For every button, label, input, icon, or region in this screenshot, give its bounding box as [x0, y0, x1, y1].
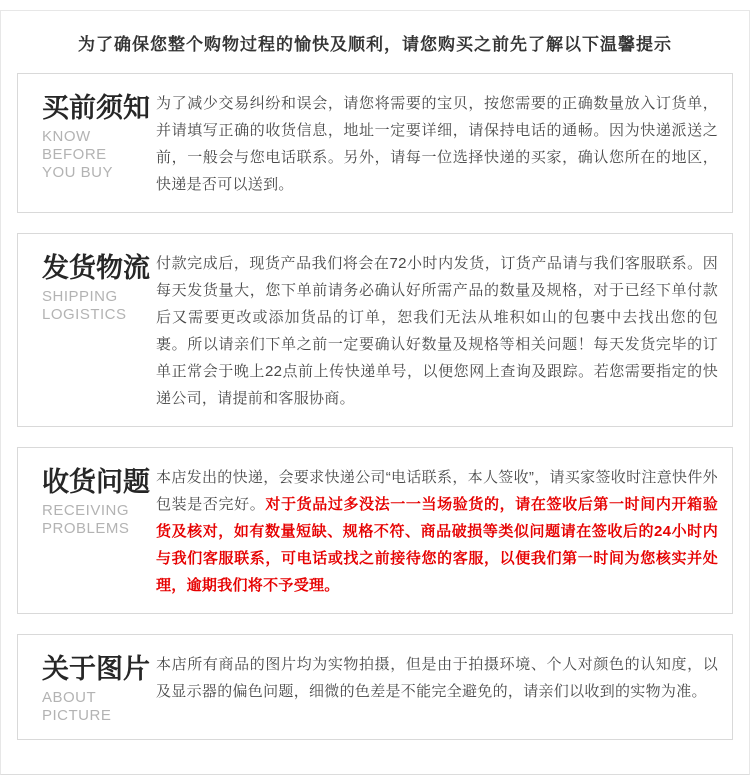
section-body [156, 651, 720, 705]
section-subtitle-line2: LOGISTICS [42, 306, 127, 323]
section-body-text: 本店发出的快递，会要求快递公司“电话联系，本人签收”，请买家签收时注意快件外包装是否完好。 [156, 469, 718, 513]
section-title: 收货问题 [42, 467, 150, 497]
section-subtitle-line1: KNOW BEFORE [42, 128, 107, 163]
section-subtitle [42, 502, 156, 538]
section-subtitle [42, 288, 156, 324]
section-title: 买前须知 [42, 93, 150, 123]
section-title-block [18, 90, 156, 182]
section-subtitle-line1: SHIPPING [42, 288, 118, 305]
section-body [156, 250, 720, 412]
section-title: 发货物流 [42, 253, 150, 283]
section-body-highlight: 对于货品过多没法一一当场验货的，请在签收后第一时间内开箱验货及核对，如有数量短缺、规格不符、商品破损等类似问题请在签收后的24小时内与我们客服联系，可电话或找之前接待您的客服，以便我们第一时间为您核实并处理，逾期我们将不予受理。 [156, 496, 718, 594]
section-title-block [18, 651, 156, 725]
notice-section-picture [17, 634, 733, 740]
section-body-text: 本店所有商品的图片均为实物拍摄，但是由于拍摄环境、个人对颜色的认知度，以及显示器的偏色问题，细微的色差是不能完全避免的，请亲们以收到的实物为准。 [156, 656, 718, 700]
notice-container [0, 10, 750, 775]
section-title-block [18, 250, 156, 324]
section-subtitle-line1: ABOUT [42, 689, 97, 706]
section-subtitle-line2: PROBLEMS [42, 520, 130, 537]
section-body [156, 464, 720, 599]
section-subtitle [42, 128, 156, 182]
notice-section-before-buy [17, 73, 733, 213]
section-body-text: 为了减少交易纠纷和误会，请您将需要的宝贝，按您需要的正确数量放入订货单，并请填写正确的收货信息，地址一定要详细，请保持电话的通畅。因为快递派送之前，一般会与您电话联系。另外，请每一位选择快递的买家，确认您所在的地区，快递是否可以送到。 [156, 95, 718, 193]
page-title: 为了确保您整个购物过程的愉快及顺利，请您购买之前先了解以下温馨提示 [78, 35, 672, 54]
section-subtitle [42, 689, 156, 725]
section-title: 关于图片 [42, 654, 150, 684]
section-title-block [18, 464, 156, 538]
notice-section-shipping [17, 233, 733, 427]
section-subtitle-line1: RECEIVING [42, 502, 130, 519]
section-body [156, 90, 720, 198]
notice-section-receiving [17, 447, 733, 614]
section-body-text: 付款完成后，现货产品我们将会在72小时内发货，订货产品请与我们客服联系。因每天发货量大，您下单前请务必确认好所需产品的数量及规格，对于已经下单付款后又需要更改或添加货品的订单，恕我们无法从堆积如山的包裹中去找出您的包裹。所以请亲们下单之前一定要确认好数量及规格等相关问题！每天发货完毕的订单正常会于晚上22点前上传快递单号，以便您网上查询及跟踪。若您需要指定的快递公司，请提前和客服协商。 [156, 255, 718, 407]
section-subtitle-line2: PICTURE [42, 707, 112, 724]
section-subtitle-line2: YOU BUY [42, 164, 114, 181]
